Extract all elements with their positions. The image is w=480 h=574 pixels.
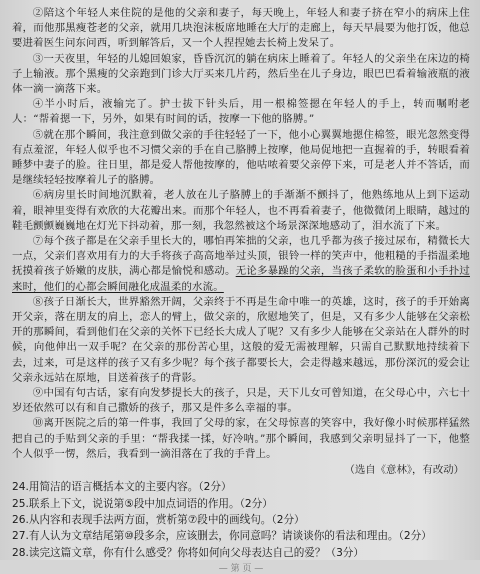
question-26: 26.从内容和表现手法两方面，赏析第⑦段中的画线句。（2分）: [12, 513, 305, 526]
question-24: 24.用简洁的语言概括本文的主要内容。（2分）: [12, 481, 232, 494]
page-footer: — 第 页 —: [218, 564, 264, 574]
paragraph-4: ④半小时后，液输完了。护士拔下针头后，用一根棉签摁在年轻人的手上，转而嘱咐老人：“帮着摁一下，另外，如果有时间的话，按摩一下他的胳膊。”: [12, 98, 470, 126]
paragraph-3: ③一天夜里，年轻的儿媳回娘家，昏昏沉沉的躺在病床上睡着了。年轻人的父亲坐在床边的椅子上输液。那个黑瘦的父亲跑到门诊大厅买来几片药，然后坐在儿子身边，眼巴巴看着输液瓶的液体一滴一滴落下来。: [12, 52, 470, 96]
paragraph-10: ⑩离开医院之后的第一件事，我回了父母的家，在父母惊喜的笑容中，我好像小时候那样猛然把自己的手贴到父亲的手里：“帮我揉一揉，好冷呐。”那个瞬间，我感到父亲明显抖了一下，他整个人似乎一愣，然后，我看到一滴泪落在了我的手背上。: [12, 417, 470, 460]
paragraph-8: ⑧孩子日渐长大，世界豁然开阔，父亲终于不再是生命中唯一的英雄，这时，孩子的手开始离开父亲，落在朋友的肩上，恋人的臂上，做父亲的，欣慰地笑了，但是，又有多少人能够在父亲松开的那瞬间，看到他们在父亲的关怀下已经长大成人了呢？又有多少人能够在父亲站在人群外的时候，向他伸出一双手呢？在父亲的那份苦心里，这般的爱无需被理解，只需自己默默地持续着下去，过来，可是这样的孩子又有多少呢？每个孩子都要长大，会走得越来越远，那份深沉的爱会让父亲永远站在原地，目送着孩子的背影。: [12, 295, 470, 384]
question-28: 28.读完这篇文章，你有什么感受？你将如何向父母表达自己的爱？（3分）: [12, 546, 364, 559]
paragraph-9: ⑨中国有句古话，家有向发梦提长大的孩子，只是，天下儿女可曾知道，在父母心中，六七十岁还依然可以有和自己撒娇的孩子，那又是件多么幸福的事。: [12, 387, 470, 415]
question-list: [12, 479, 470, 561]
paragraph-6: ⑥病房里长时间地沉默着，老人放在儿子胳膊上的手渐渐不颤抖了，他熟练地从上到下运动着，眼神里变得有欢欣的大花瓣出来。而那个年轻人，也不再看着妻子，他微微闭上眼睛，越过的鞋毛颤颤巍巍地在灯光下抖动着，那一刻，我忽然被这个场景深深地感动了，泪水流了下来。: [12, 189, 470, 232]
paragraph-7-text: ⑦每个孩子都是在父亲手里长大的，哪怕再笨拙的父亲，也几乎都为孩子接过尿布，精微长大一点，父亲们喜欢用有力的大手将孩子高高地举过头顶，银铃一样的笑声中，他粗糙的手指温柔地抚摸着孩子娇嫩的皮肤，满心都是愉悦和感动。: [12, 235, 470, 278]
underlined-sentence: 无论多暴躁的父亲，当孩子柔软的脸蛋和小手扑过来时，他们的心都会瞬间融化成温柔的水流。: [12, 265, 470, 293]
question-25: 25.联系上下文，说说第⑤段中加点词语的作用。（2分）: [12, 497, 273, 510]
source-citation: （选自《意林》，有改动）: [344, 464, 464, 477]
paragraph-2: ②陪这个年轻人来住院的是他的父亲和妻子，每天晚上，年轻人和妻子挤在窄小的病床上住着，而他那黑瘦苍老的父亲，就用几块泡沫板席地睡在大厅的走廊上，每天早晨要为他打饭，他总要进着医生问东问西，听到解答后，又一个人捏捏她去长椅上发呆了。: [12, 7, 470, 50]
paragraph-5: ⑤就在那个瞬间，我注意到做父亲的手往轻轻了一下，他小心翼翼地摁住棉签，眼光忽然变得有点羞涩，年轻人似乎也不习惯父亲的手在自己胳膊上按摩，他局促地把一直握着的手，转眼看着睡梦中妻子的脸。往日里，都是爱人帮他按摩的，他咕哝着要父亲停下来，可是老人并不答话，而是继续轻轻按摩着儿子的胳膊。: [12, 128, 470, 187]
question-27: 27.有人认为文章结尾第⑩段多余，应该删去，你同意吗？请谈谈你的看法和理由。（2分）: [12, 530, 432, 543]
reading-passage: [12, 6, 470, 462]
paragraph-7: [12, 234, 470, 295]
